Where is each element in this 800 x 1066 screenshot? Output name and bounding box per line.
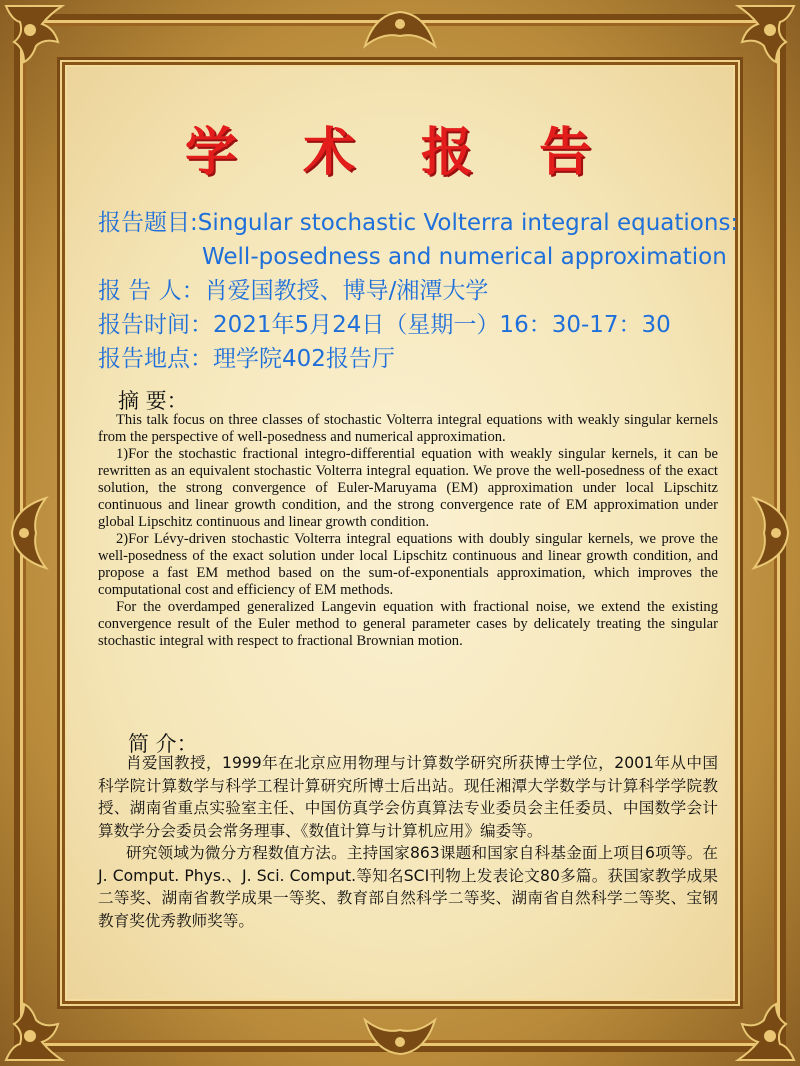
location-line: 报告地点：理学院402报告厅 bbox=[98, 346, 395, 372]
abstract-paragraph: 1)For the stochastic fractional integro-differential equation with weakly singular kernels, it can be rewritten as an equivalent stochastic Volterra integral equation. We prove the well-posedness of the exact solution, the strong convergence of Euler-Maruyama (EM) approximation under local Lipschitz continuous and linear growth condition, and the strong convergence rate of EM approximation under global Lipschitz continuous and linear growth condition. bbox=[98, 446, 718, 530]
talk-info bbox=[98, 206, 738, 376]
abstract-body bbox=[98, 412, 718, 650]
scroll-ornament-icon bbox=[355, 1016, 445, 1060]
bio-heading: 简 介： bbox=[128, 732, 198, 756]
scroll-ornament-icon bbox=[6, 488, 50, 578]
scroll-ornament-icon bbox=[750, 488, 794, 578]
time-line: 报告时间：2021年5月24日（星期一）16：30-17：30 bbox=[98, 312, 671, 338]
speaker-line: 报 告 人：肖爱国教授、博导/湘潭大学 bbox=[98, 278, 489, 304]
scroll-ornament-icon bbox=[355, 6, 445, 50]
abstract-paragraph: This talk focus on three classes of stochastic Volterra integral equations with weakly singular kernels from the perspective of well-posedness and numerical approximation. bbox=[98, 412, 718, 445]
topic-line2: Well-posedness and numerical approximation bbox=[202, 244, 727, 270]
bio-paragraph: 肖爱国教授，1999年在北京应用物理与计算数学研究所获博士学位，2001年从中国科学院计算数学与科学工程计算研究所博士后出站。现任湘潭大学数学与计算科学学院教授、湖南省重点实验室主任、中国仿真学会仿真算法专业委员会主任委员、中国数学会计算数学分会委员会常务理事、《数值计算与计算机应用》编委等。 bbox=[98, 754, 718, 840]
bio-paragraph: 研究领域为微分方程数值方法。主持国家863课题和国家自科基金面上项目6项等。在J. Comput. Phys.、J. Sci. Comput.等知名SCI刊物上发表论文80多篇。获国家教学成果二等奖、湖南省教学成果一等奖、教育部自然科学二等奖、湖南省自然科学二等奖、宝钢教育奖优秀教师奖等。 bbox=[98, 844, 718, 930]
bio-body bbox=[98, 752, 718, 932]
topic-label: 报告题目: bbox=[98, 210, 198, 236]
poster-title: 学 术 报 告 bbox=[184, 123, 616, 183]
topic-row bbox=[98, 206, 738, 240]
abstract-paragraph: For the overdamped generalized Langevin equation with fractional noise, we extend the existing convergence result of the Euler method to general parameter cases by delicately treating the singular stochastic integral with respect to fractional Brownian motion. bbox=[98, 599, 718, 649]
abstract-heading: 摘 要： bbox=[118, 389, 188, 413]
topic-line1: Singular stochastic Volterra integral equations: bbox=[197, 210, 739, 236]
abstract-paragraph: 2)For Lévy-driven stochastic Volterra integral equations with doubly singular kernels, we prove the well-posedness of the exact solution under local Lipschitz continuous and linear growth condition, and propose a fast EM method based on the sum-of-exponentials approximation, which improves the computational cost and efficiency of EM methods. bbox=[98, 531, 718, 598]
